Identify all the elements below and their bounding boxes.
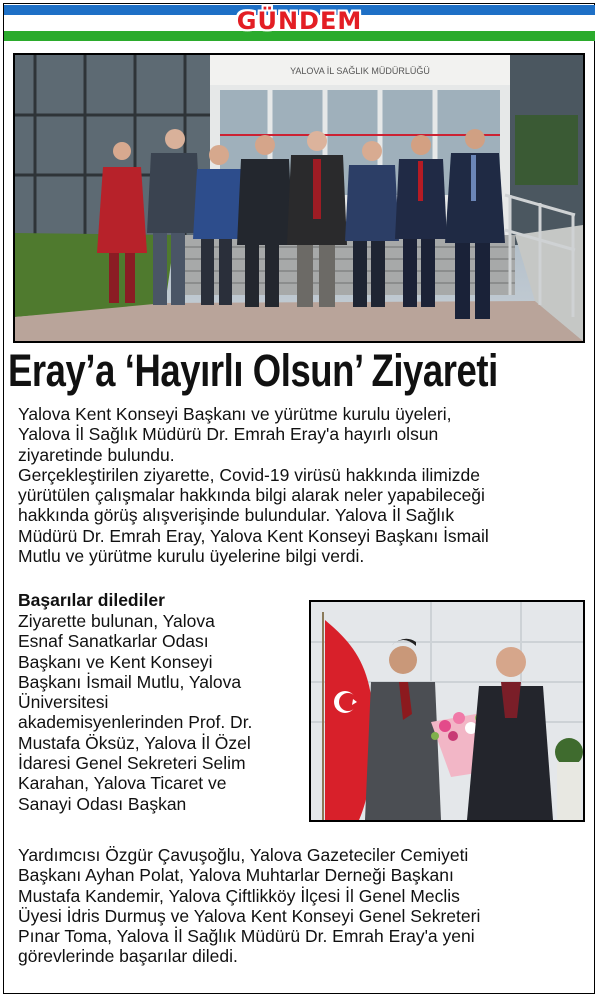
- text-line: Yalova İl Sağlık Müdürü Dr. Emrah Eray'a hayırlı olsun: [18, 424, 439, 445]
- text-line: Mustafa Öksüz, Yalova İl Özel: [18, 732, 251, 753]
- text-line: Mutlu ve yürütme kurulu üyelerine bilgi verdi.: [18, 546, 365, 567]
- section-banner: [4, 5, 595, 41]
- text-line: Sanayi Odası Başkan: [18, 793, 187, 814]
- text-line: Pınar Toma, Yalova İl Sağlık Müdürü Dr. Emrah Eray'a yeni: [18, 926, 475, 947]
- text-line: Üyesi İdris Durmuş ve Yalova Kent Konseyi Genel Sekreteri: [18, 905, 481, 926]
- text-line: Karahan, Yalova Ticaret ve: [18, 773, 227, 794]
- closing-paragraph: [18, 845, 590, 967]
- intro-paragraph: [18, 404, 590, 566]
- text-line: Yardımcısı Özgür Çavuşoğlu, Yalova Gazeteciler Cemiyeti: [18, 845, 469, 865]
- subheading: Başarılar dilediler: [18, 590, 165, 610]
- text-line: akademisyenlerinden Prof. Dr.: [18, 712, 253, 733]
- group-photo: [13, 53, 585, 343]
- text-line: Esnaf Sanatkarlar Odası: [18, 631, 209, 652]
- flower-photo: [309, 600, 585, 822]
- text-line: Başkanı İsmail Mutlu, Yalova: [18, 671, 242, 692]
- text-line: Başkanı Ayhan Polat, Yalova Muhtarlar Derneği Başkanı: [18, 865, 454, 886]
- text-line: ziyaretinde bulundu.: [18, 444, 175, 465]
- building-sign: YALOVA İL SAĞLIK MÜDÜRLÜĞÜ: [290, 66, 430, 76]
- section-title: GÜNDEM: [236, 7, 363, 35]
- text-line: Başkanı ve Kent Konseyi: [18, 651, 213, 672]
- headline: Eray’a ‘Hayırlı Olsun’ Ziyareti: [8, 345, 498, 396]
- text-line: görevlerinde başarılar diledi.: [18, 946, 238, 967]
- text-line: hakkında görüş alışverişinde bulundular. Yalova İl Sağlık: [18, 505, 455, 526]
- column-paragraph: [18, 611, 308, 814]
- text-line: Mustafa Kandemir, Yalova Çiftlikköy İlçesi İl Genel Meclis: [18, 885, 460, 906]
- text-line: İdaresi Genel Sekreteri Selim: [18, 753, 246, 774]
- text-line: Gerçekleştirilen ziyarette, Covid-19 virüsü hakkında ilimizde: [18, 464, 480, 485]
- text-line: Ziyarette bulunan, Yalova: [18, 611, 215, 631]
- text-line: Müdürü Dr. Emrah Eray, Yalova Kent Konseyi Başkanı İsmail: [18, 525, 489, 546]
- text-line: yürütülen çalışmalar hakkında bilgi alarak neler yapabileceği: [18, 485, 485, 506]
- text-line: Üniversitesi: [18, 692, 109, 713]
- text-line: Yalova Kent Konseyi Başkanı ve yürütme kurulu üyeleri,: [18, 404, 452, 424]
